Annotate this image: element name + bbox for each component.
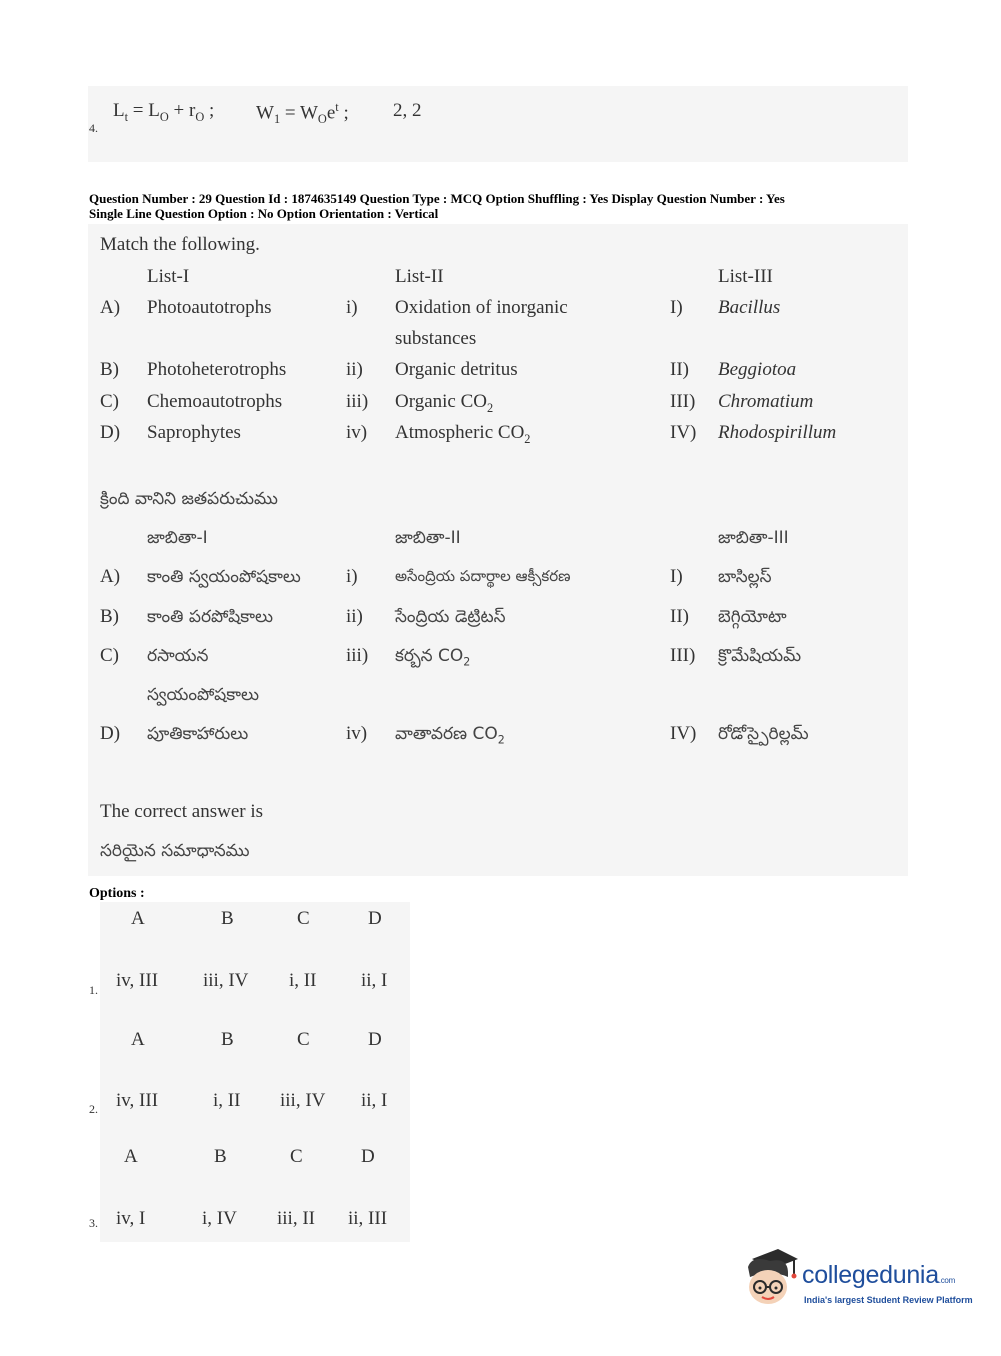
telugu-row-c-list-2: కర్బన $CO_2$ — [395, 646, 471, 669]
row-d-list-1: Saprophytes — [147, 422, 241, 443]
telugu-row-d-list-2-key: iv) — [346, 723, 368, 744]
option-2-value-a: iv, III — [116, 1090, 159, 1111]
option-2-header-a: A — [131, 1029, 145, 1050]
option-1-value-a: iv, III — [116, 970, 159, 991]
row-a-list-3: Bacillus — [718, 297, 781, 318]
telugu-row-b-list-3-key: II) — [670, 606, 689, 627]
option-2-value-d: ii, I — [361, 1090, 388, 1111]
row-c-key: C) — [100, 391, 119, 412]
options-scan — [100, 902, 410, 1242]
row-c-list-1: Chemoautotrophs — [147, 391, 283, 412]
brand-name: collegedunia.com — [802, 1261, 955, 1289]
row-d-list-2: Atmospheric $CO_2$ — [395, 422, 531, 446]
option-1-number[interactable]: 1. — [89, 983, 98, 997]
telugu-row-b-list-2-key: ii) — [346, 606, 363, 627]
row-a-list-2: Oxidation of inorganic — [395, 297, 568, 318]
row-b-list-2-key: ii) — [346, 359, 363, 380]
telugu-row-d-list-2: వాతావరణ $CO_2$ — [395, 724, 505, 747]
prev-option-values: 2, 2 — [393, 100, 422, 121]
option-3-number[interactable]: 3. — [89, 1216, 98, 1230]
option-2-header-d: D — [368, 1029, 382, 1050]
row-d-list-2-key: iv) — [346, 422, 368, 443]
option-3-value-d: ii, III — [348, 1208, 388, 1229]
prev-option-number: 4. — [89, 121, 98, 135]
collegedunia-logo[interactable] — [742, 1247, 972, 1317]
option-1-header-c: C — [297, 908, 310, 929]
option-1-header-b: B — [221, 908, 234, 929]
brand-tagline: India's largest Student Review Platform — [804, 1295, 973, 1305]
option-1-value-b: iii, IV — [203, 970, 249, 991]
row-a-list-3-key: I) — [670, 297, 683, 318]
row-d-key: D) — [100, 422, 121, 443]
row-c-list-3: Chromatium — [718, 391, 814, 412]
telugu-row-c-list-1-cont: స్వయంపోషకాలు — [147, 685, 259, 705]
telugu-row-b-key: B) — [100, 606, 119, 627]
question-header-line-1: Question Number : 29 Question Id : 1874635149 Question Type : MCQ Option Shuffling : Yes Display Question Number : Yes — [89, 191, 785, 206]
telugu-row-c-list-3: క్రొమేషియమ్ — [718, 646, 802, 666]
options-label: Options : — [89, 886, 145, 901]
row-b-list-3-key: II) — [670, 359, 689, 380]
option-3-header-d: D — [361, 1146, 375, 1167]
option-1-header-a: A — [131, 908, 145, 929]
row-b-key: B) — [100, 359, 119, 380]
option-1-header-d: D — [368, 908, 382, 929]
instruction-telugu: క్రింది వానిని జతపరుచుము — [100, 489, 278, 509]
option-1-value-c: i, II — [289, 970, 317, 991]
telugu-row-a-list-1: కాంతి స్వయంపోషకాలు — [147, 567, 301, 587]
row-a-key: A) — [100, 297, 121, 318]
telugu-row-a-list-2: అసేంద్రియ పదార్థాల ఆక్సీకరణ — [395, 567, 571, 585]
telugu-row-c-list-3-key: III) — [670, 645, 696, 666]
row-c-list-2: Organic $CO_2$ — [395, 391, 494, 415]
option-3-value-c: iii, II — [277, 1208, 315, 1229]
telugu-row-d-list-3-key: IV) — [670, 723, 697, 744]
row-b-list-1: Photoheterotrophs — [147, 359, 287, 380]
option-3-header-b: B — [214, 1146, 227, 1167]
telugu-row-d-list-3: రోడోస్పైరిల్లమ్ — [718, 724, 809, 744]
row-a-list-2-cont: substances — [395, 328, 477, 349]
question-header-line-2: Single Line Question Option : No Option Orientation : Vertical — [89, 206, 439, 221]
telugu-row-b-list-3: బెగ్గియోటా — [718, 607, 787, 627]
prev-option-formula-2: $W_1 = W_Oe^t$ ; — [256, 100, 349, 127]
telugu-row-d-key: D) — [100, 723, 121, 744]
option-3-header-a: A — [124, 1146, 138, 1167]
row-a-list-1: Photoautotrophs — [147, 297, 272, 318]
instruction-english: Match the following. — [100, 234, 260, 255]
mascot-icon — [742, 1247, 800, 1311]
option-2-header-c: C — [297, 1029, 310, 1050]
telugu-row-c-list-1: రసాయన — [147, 646, 209, 666]
telugu-row-c-list-2-key: iii) — [346, 645, 369, 666]
row-b-list-3: Beggiotoa — [718, 359, 797, 380]
telugu-row-b-list-2: సేంద్రియ డెట్రిటస్ — [395, 607, 506, 627]
row-c-list-3-key: III) — [670, 391, 696, 412]
telugu-row-a-list-2-key: i) — [346, 566, 358, 587]
option-2-value-c: iii, IV — [280, 1090, 326, 1111]
telugu-row-c-key: C) — [100, 645, 119, 666]
option-2-header-b: B — [221, 1029, 234, 1050]
row-c-list-2-key: iii) — [346, 391, 369, 412]
telugu-list-2-header: జాబితా-II — [395, 528, 461, 548]
telugu-row-a-key: A) — [100, 566, 121, 587]
option-2-number[interactable]: 2. — [89, 1102, 98, 1116]
option-1-value-d: ii, I — [361, 970, 388, 991]
telugu-list-3-header: జాబితా-III — [718, 528, 789, 548]
list-2-header: List-II — [395, 266, 444, 287]
option-2-value-b: i, II — [213, 1090, 241, 1111]
telugu-row-b-list-1: కాంతి పరపోషికాలు — [147, 607, 273, 627]
option-3-value-a: iv, I — [116, 1208, 146, 1229]
row-b-list-2: Organic detritus — [395, 359, 518, 380]
list-1-header: List-I — [147, 266, 190, 287]
answer-prompt-english: The correct answer is — [100, 801, 264, 822]
telugu-list-1-header: జాబితా-I — [147, 528, 208, 548]
row-a-list-2-key: i) — [346, 297, 358, 318]
telugu-row-a-list-3: బాసిల్లస్ — [718, 567, 772, 587]
row-d-list-3: Rhodospirillum — [718, 422, 837, 443]
telugu-row-d-list-1: పూతికాహారులు — [147, 724, 249, 744]
prev-option-formula-1: $L_t = L_O + r_O$ ; — [113, 100, 215, 124]
row-d-list-3-key: IV) — [670, 422, 697, 443]
option-3-value-b: i, IV — [202, 1208, 237, 1229]
option-3-header-c: C — [290, 1146, 303, 1167]
telugu-row-a-list-3-key: I) — [670, 566, 683, 587]
answer-prompt-telugu: సరియైన సమాధానము — [100, 841, 250, 861]
list-3-header: List-III — [718, 266, 773, 287]
